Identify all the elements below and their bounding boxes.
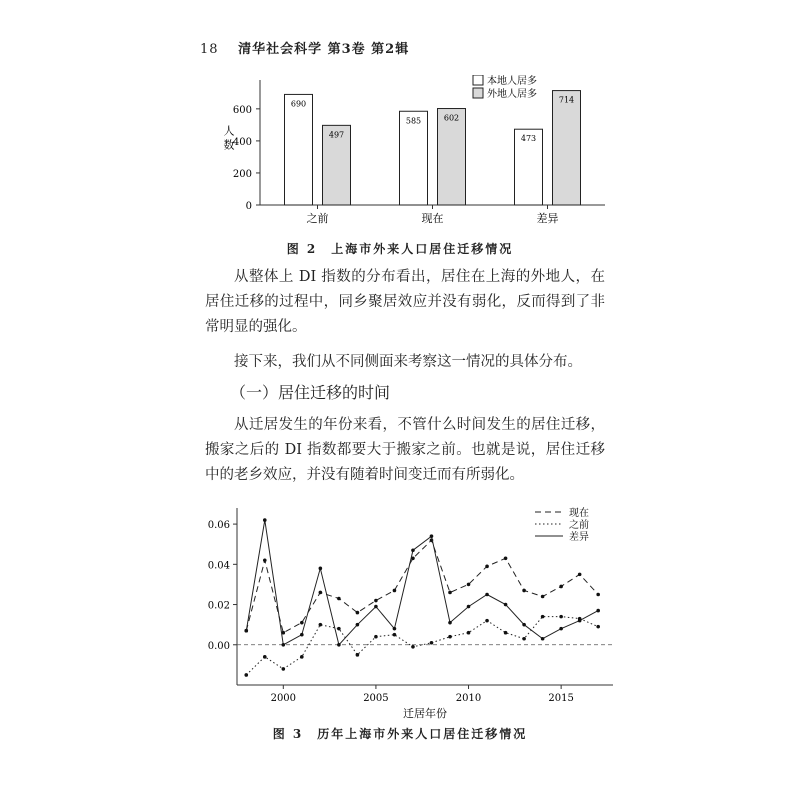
figure3-caption: 图 3 历年上海市外来人口居住迁移情况 xyxy=(272,727,528,741)
bar xyxy=(438,109,466,205)
data-point xyxy=(485,619,489,623)
data-point xyxy=(263,655,267,659)
page-header xyxy=(200,38,409,57)
data-point xyxy=(244,673,248,677)
data-point xyxy=(541,637,545,641)
y-tick-label: 0.04 xyxy=(207,560,230,572)
y-tick-label: 400 xyxy=(232,136,252,148)
x-tick-label: 2000 xyxy=(270,693,297,704)
page-number: 18 xyxy=(200,42,219,57)
series-line xyxy=(246,520,598,645)
y-axis-label: 人数 xyxy=(223,124,235,152)
legend-swatch xyxy=(473,75,483,85)
data-point xyxy=(522,637,526,641)
paragraph-block-2 xyxy=(205,413,605,488)
y-tick-label: 0.06 xyxy=(207,520,230,532)
data-point xyxy=(430,641,434,645)
data-point xyxy=(485,565,489,569)
data-point xyxy=(559,585,563,589)
x-tick-label: 2015 xyxy=(548,693,574,704)
legend-swatch xyxy=(473,88,483,98)
paragraph-block-1 xyxy=(205,265,605,375)
data-point xyxy=(448,635,452,639)
x-tick-label: 现在 xyxy=(421,212,444,225)
data-point xyxy=(393,589,397,593)
series-line xyxy=(246,617,598,675)
data-point xyxy=(485,593,489,597)
paragraph: 从迁居发生的年份来看，不管什么时间发生的居住迁移，搬家之后的 DI 指数都要大于搬家之前。也就是说，居住迁移中的老乡效应，并没有随着时间变迁而有所弱化。 xyxy=(205,417,605,483)
legend-label: 本地人居多 xyxy=(487,76,537,87)
data-point xyxy=(356,653,360,657)
data-point xyxy=(356,611,360,615)
data-point xyxy=(244,629,248,633)
data-point xyxy=(578,619,582,623)
data-point xyxy=(467,605,471,609)
figure2-bar-chart xyxy=(215,75,615,235)
figure3-line-chart xyxy=(195,500,615,720)
data-point xyxy=(374,599,378,603)
data-point xyxy=(319,591,323,595)
legend-label: 之前 xyxy=(569,520,589,531)
data-point xyxy=(374,635,378,639)
data-point xyxy=(337,597,341,601)
data-point xyxy=(393,627,397,631)
data-point xyxy=(522,589,526,593)
data-point xyxy=(263,518,267,522)
data-point xyxy=(559,627,563,631)
data-point xyxy=(300,633,304,637)
data-point xyxy=(282,643,286,647)
paragraph: 接下来，我们从不同侧面来考察这一情况的具体分布。 xyxy=(234,354,582,370)
data-point xyxy=(319,567,323,571)
journal-title: 清华社会科学 第3卷 第2辑 xyxy=(238,42,410,57)
data-point xyxy=(467,631,471,635)
data-point xyxy=(263,558,267,562)
data-point xyxy=(337,627,341,631)
bar-value-label: 714 xyxy=(558,95,575,105)
paragraph: 从整体上 DI 指数的分布看出，居住在上海的外地人，在居住迁移的过程中，同乡聚居效应并没有弱化，反而得到了非常明显的强化。 xyxy=(205,269,605,335)
bar-value-label: 585 xyxy=(405,116,422,126)
data-point xyxy=(596,625,600,629)
data-point xyxy=(578,573,582,577)
data-point xyxy=(393,633,397,637)
data-point xyxy=(559,615,563,619)
x-axis-label: 迁居年份 xyxy=(403,707,447,720)
legend-label: 现在 xyxy=(569,508,589,519)
data-point xyxy=(522,623,526,627)
data-point xyxy=(504,631,508,635)
y-tick-label: 0.00 xyxy=(207,640,230,652)
y-tick-label: 0.02 xyxy=(207,600,230,612)
bar xyxy=(400,111,428,205)
x-tick-label: 之前 xyxy=(306,212,329,225)
data-point xyxy=(596,593,600,597)
section-title: （一）居住迁移的时间 xyxy=(230,383,391,402)
data-point xyxy=(319,623,323,627)
data-point xyxy=(356,623,360,627)
data-point xyxy=(467,583,471,587)
data-point xyxy=(596,609,600,613)
data-point xyxy=(282,667,286,671)
data-point xyxy=(411,548,415,552)
series-line xyxy=(246,540,598,633)
data-point xyxy=(337,643,341,647)
bar xyxy=(553,91,581,205)
data-point xyxy=(541,615,545,619)
legend-label: 外地人居多 xyxy=(487,89,537,100)
x-tick-label: 2010 xyxy=(455,693,482,704)
x-tick-label: 差异 xyxy=(536,212,559,225)
data-point xyxy=(300,621,304,625)
data-point xyxy=(504,603,508,607)
data-point xyxy=(430,534,434,538)
figure2-caption: 图 2 上海市外来人口居住迁移情况 xyxy=(286,242,514,256)
bar xyxy=(285,94,313,205)
y-tick-label: 600 xyxy=(232,104,252,116)
data-point xyxy=(448,621,452,625)
bar-value-label: 473 xyxy=(520,134,537,144)
legend-label: 差异 xyxy=(569,532,589,543)
data-point xyxy=(411,645,415,649)
data-point xyxy=(374,605,378,609)
y-tick-label: 0 xyxy=(245,201,252,212)
bar-value-label: 690 xyxy=(290,99,307,109)
y-tick-label: 200 xyxy=(232,168,252,180)
data-point xyxy=(448,591,452,595)
bar-value-label: 497 xyxy=(328,130,345,140)
x-tick-label: 2005 xyxy=(363,693,389,704)
data-point xyxy=(541,595,545,599)
data-point xyxy=(300,655,304,659)
data-point xyxy=(504,556,508,560)
bar-value-label: 602 xyxy=(443,113,460,123)
